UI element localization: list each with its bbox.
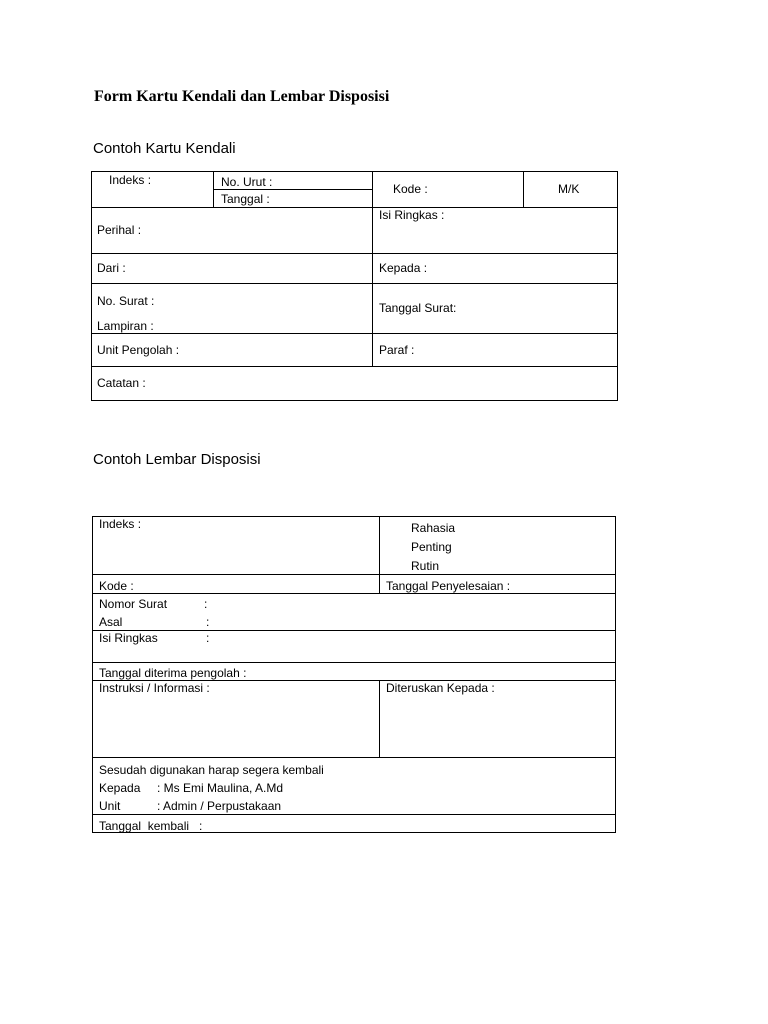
isi-ringkas-colon: : bbox=[206, 631, 210, 645]
kode-label: Kode : bbox=[393, 182, 428, 196]
disposisi-kode-label: Kode : bbox=[99, 579, 134, 593]
unit-label: Unit bbox=[99, 799, 121, 813]
catatan-label: Catatan : bbox=[97, 376, 146, 390]
unit-value: : Admin / Perpustakaan bbox=[157, 799, 282, 813]
sesudah-text: Sesudah digunakan harap segera kembali bbox=[99, 763, 324, 777]
tanggal-diterima-label: Tanggal diterima pengolah : bbox=[99, 666, 247, 680]
no-urut-label: No. Urut : bbox=[221, 175, 273, 189]
lampiran-label: Lampiran : bbox=[97, 319, 154, 333]
rahasia-label: Rahasia bbox=[411, 521, 456, 535]
dari-label: Dari : bbox=[97, 261, 126, 275]
no-surat-label: No. Surat : bbox=[97, 294, 155, 308]
lembar-disposisi-heading: Contoh Lembar Disposisi bbox=[93, 451, 261, 468]
unit-pengolah-label: Unit Pengolah : bbox=[97, 343, 180, 357]
disposisi-indeks-label: Indeks : bbox=[99, 517, 142, 531]
tanggal-label: Tanggal : bbox=[221, 192, 270, 206]
isi-ringkas-label: Isi Ringkas : bbox=[379, 208, 445, 222]
kepada-label: Kepada : bbox=[379, 261, 428, 275]
nomor-surat-label: Nomor Surat bbox=[99, 597, 168, 611]
mk-label: M/K bbox=[558, 182, 580, 196]
tanggal-surat-label: Tanggal Surat: bbox=[379, 301, 457, 315]
tanggal-kembali-label: Tanggal kembali : bbox=[99, 819, 203, 833]
asal-label: Asal bbox=[99, 615, 123, 629]
disposisi-isi-ringkas-label: Isi Ringkas bbox=[99, 631, 158, 645]
perihal-label: Perihal : bbox=[97, 223, 142, 237]
rutin-label: Rutin bbox=[411, 559, 440, 573]
instruksi-label: Instruksi / Informasi : bbox=[99, 681, 210, 695]
asal-colon: : bbox=[206, 615, 210, 629]
diteruskan-label: Diteruskan Kepada : bbox=[386, 681, 495, 695]
nomor-surat-colon: : bbox=[204, 597, 208, 611]
page-title: Form Kartu Kendali dan Lembar Disposisi bbox=[94, 88, 390, 105]
penting-label: Penting bbox=[411, 540, 452, 554]
indeks-label: Indeks : bbox=[109, 173, 152, 187]
tanggal-penyelesaian-label: Tanggal Penyelesaian : bbox=[386, 579, 511, 593]
kepada-label: Kepada bbox=[99, 781, 141, 795]
kepada-value: : Ms Emi Maulina, A.Md bbox=[157, 781, 284, 795]
kartu-kendali-heading: Contoh Kartu Kendali bbox=[93, 140, 236, 157]
paraf-label: Paraf : bbox=[379, 343, 415, 357]
